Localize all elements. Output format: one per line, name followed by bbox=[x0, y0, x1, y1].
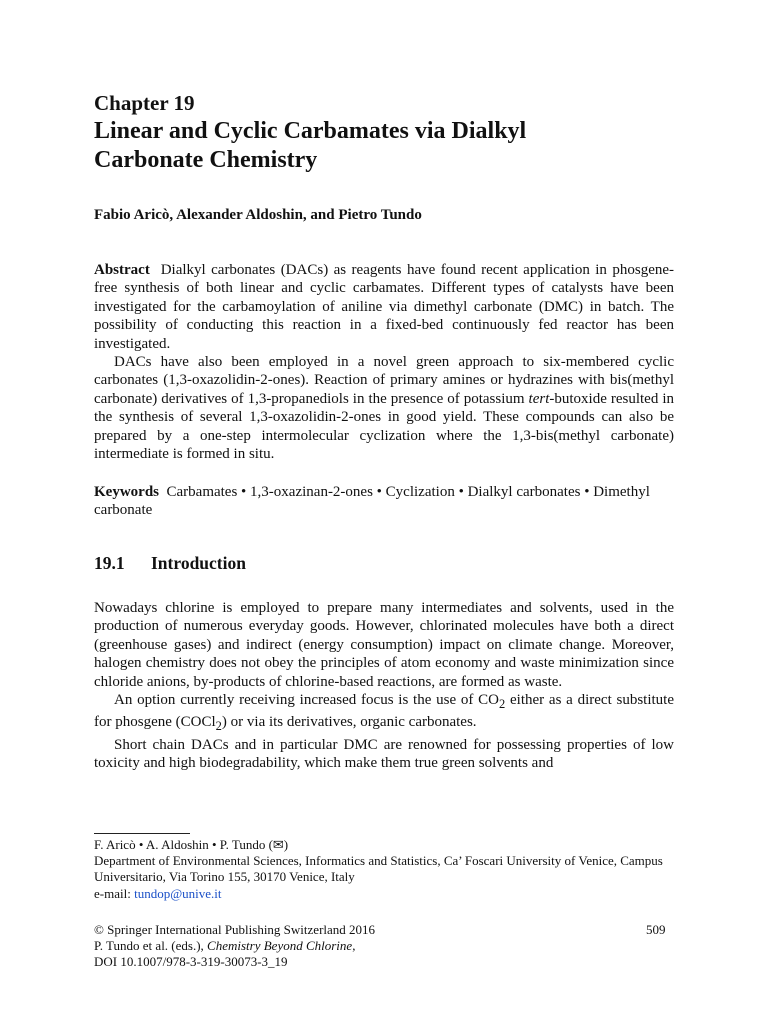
abstract bbox=[94, 261, 674, 463]
page-number: 509 bbox=[646, 922, 666, 937]
footnote-divider bbox=[94, 833, 190, 834]
email-link[interactable]: tundop@unive.it bbox=[134, 885, 222, 901]
body-paragraph-3: Short chain DACs and in particular DMC are renowned for possessing properties of low toxicity and high biodegradability, which make them true green solvents and bbox=[94, 736, 674, 772]
abstract-p2-part-a: DACs have also been employed in a novel green approach to six-membered cyclic carbonates (1,3-oxazolidin-2-ones). Reaction of primary amines or hydrazines with bis(methyl carbonate) derivatives of 1,3-propanediols in the presence of potassium bbox=[94, 354, 674, 407]
cocl2-subscript: 2 bbox=[215, 719, 222, 734]
body-paragraph-1: Nowadays chlorine is employed to prepare many intermediates and solvents, used in the production of numerous everyday goods. However, chlorinated molecules have both a direct (greenhouse gases) and indirect (energy consumption) impact on climate change. Moreover, halogen chemistry does not obey the principles of atom economy and waste minimization since chloride anions, by-products of chlorine-based reactions, are formed as waste. bbox=[94, 600, 674, 690]
chapter-title-line-2: Carbonate Chemistry bbox=[94, 147, 318, 173]
abstract-paragraph-1: Dialkyl carbonates (DACs) as reagents have found recent application in phosgene-free synthesis of both linear and cyclic carbamates. Different types of catalysts have been investigated for the carbamoylation of aniline via dimethyl carbonate (DMC) in batch. The possibility of conducting this reaction in a fixed-bed continuously fed reactor has been investigated. bbox=[94, 262, 675, 352]
citation-editors: P. Tundo et al. (eds.), bbox=[94, 938, 208, 954]
abstract-label: Abstract bbox=[94, 262, 150, 278]
abstract-paragraph-2 bbox=[94, 353, 674, 463]
body-p2-part-a: An option currently receiving increased focus is the use of CO bbox=[114, 692, 499, 709]
body-p2-part-b: either as a direct substitute for phosgene (COCl bbox=[94, 692, 674, 731]
body-paragraph-2 bbox=[94, 691, 674, 736]
section-heading bbox=[94, 553, 246, 574]
abstract-p2-italic: tert bbox=[528, 390, 550, 407]
chapter-title bbox=[94, 117, 694, 175]
footnote-email-line bbox=[94, 886, 674, 902]
copyright-block bbox=[94, 922, 674, 971]
co2-subscript: 2 bbox=[499, 697, 506, 712]
abstract-p2-part-b: -butoxide resulted in the synthesis of several 1,3-oxazolidin-2-ones in good yield. These compounds can also be prepared by a one-step intermolecular cyclization where the 1,3-bis(methyl carbonate) intermediate is formed in situ. bbox=[94, 390, 674, 463]
citation-book-title: Chemistry Beyond Chlorine bbox=[207, 938, 353, 954]
body-text bbox=[94, 599, 674, 773]
keywords-text: Carbamates • 1,3-oxazinan-2-ones • Cyclization • Dialkyl carbonates • Dimethyl carbonate bbox=[94, 484, 650, 519]
keywords bbox=[94, 483, 674, 520]
keywords-label: Keywords bbox=[94, 484, 159, 500]
footnote-names: F. Aricò • A. Aldoshin • P. Tundo (✉) bbox=[94, 837, 289, 852]
email-label: e-mail: bbox=[94, 885, 135, 901]
body-p2-part-c: ) or via its derivatives, organic carbonates. bbox=[221, 714, 477, 731]
footnote-affiliation: Department of Environmental Sciences, Informatics and Statistics, Ca’ Foscari University of Venice, Campus Universitario, Via Torino 155, 30170 Venice, Italy bbox=[94, 853, 663, 885]
doi-line: DOI 10.1007/978-3-319-30073-3_19 bbox=[94, 954, 288, 970]
citation-comma: , bbox=[352, 938, 356, 954]
author-list: Fabio Aricò, Alexander Aldoshin, and Pietro Tundo bbox=[94, 207, 422, 223]
chapter-title-line-1: Linear and Cyclic Carbamates via Dialkyl bbox=[94, 118, 527, 144]
chapter-number: Chapter 19 bbox=[94, 91, 195, 115]
copyright-line: © Springer International Publishing Switzerland 2016 bbox=[94, 922, 376, 937]
citation-line bbox=[94, 938, 674, 954]
footnote bbox=[94, 837, 674, 902]
section-title: Introduction bbox=[151, 553, 246, 573]
section-number: 19.1 bbox=[94, 553, 125, 573]
